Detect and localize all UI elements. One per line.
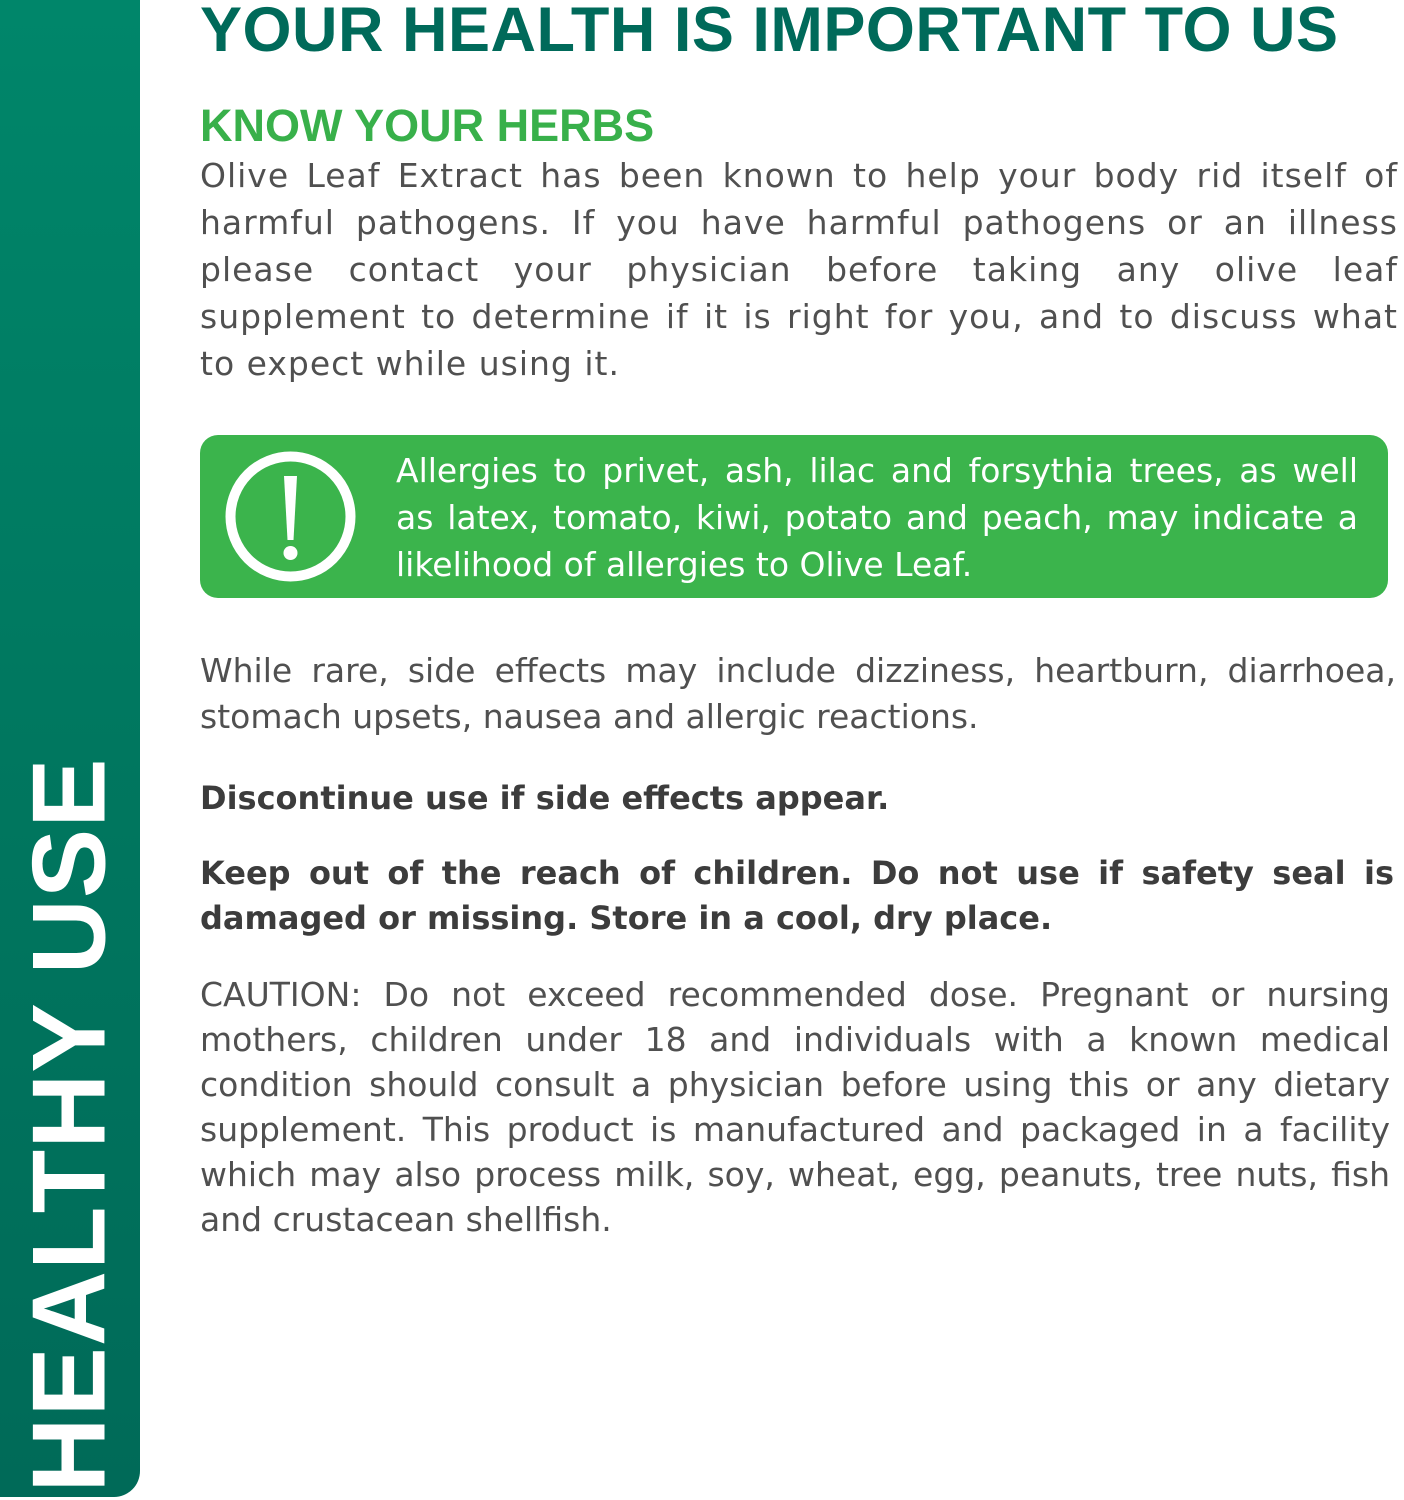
allergy-callout [200,435,1388,598]
section-heading: KNOW YOUR HERBS [200,100,655,151]
side-effects-paragraph: While rare, side effects may include dizziness, heartburn, diarrhoea, stomach upsets, nausea and allergic reactions. [200,651,1396,736]
allergy-callout-text: Allergies to privet, ash, lilac and forsythia trees, as well as latex, tomato, kiwi, potato and peach, may indicate a likelihood of allergies to Olive Leaf. [396,451,1358,584]
caution-paragraph: CAUTION: Do not exceed recommended dose. Pregnant or nursing mothers, children under 18 and individuals with a known medical condition should consult a physician before using this or any dietary supplement. This product is manufactured and packaged in a facility which may also process milk, soy, wheat, egg, peanuts, tree nuts, fish and crustacean shellfish. [200,975,1390,1239]
discontinue-warning: Discontinue use if side effects appear. [200,779,890,817]
sidebar-label: HEALTHY USE [11,757,128,1493]
page-title: YOUR HEALTH IS IMPORTANT TO US [200,0,1339,65]
exclamation-circle-icon [224,450,357,583]
storage-warning: Keep out of the reach of children. Do not use if safety seal is damaged or missing. Store in a cool, dry place. [200,854,1394,937]
sidebar-banner [0,0,140,1497]
intro-paragraph: Olive Leaf Extract has been known to help your body rid itself of harmful pathogens. If you have harmful pathogens or an illness please contact your physician before taking any olive leaf supplement to determine if it is right for you, and to discuss what to expect while using it. [200,156,1398,383]
